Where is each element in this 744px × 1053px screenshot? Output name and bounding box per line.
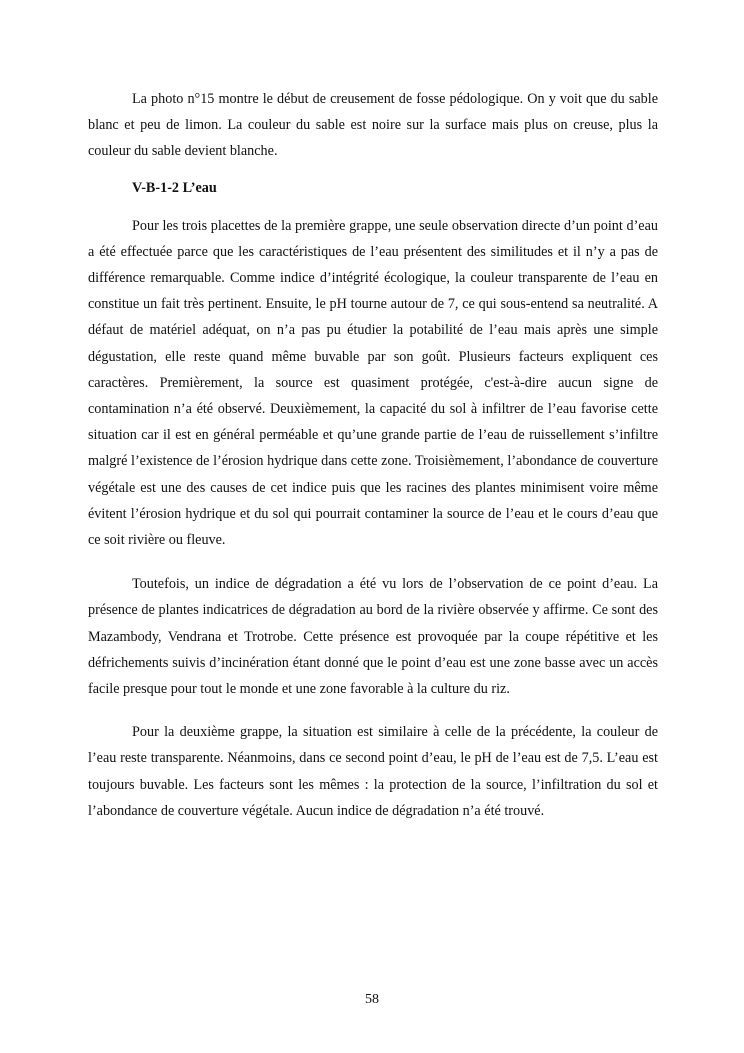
paragraph-soil-photo: La photo n°15 montre le début de creusement de fosse pédologique. On y voit que du sable blanc et peu de limon. La couleur du sable est noire sur la surface mais plus on creuse, plus la couleur du sable devient blanche. [88,91,658,160]
paragraph-first-cluster: Pour les trois placettes de la première grappe, une seule observation directe d’un point d’eau a été effectuée parce que les caractéristiques de l’eau présentent des similitudes et il n’y a pas de différence remarquable. Comme indice d’intégrité écologique, la couleur transparente de l’eau en constitue un fait très pertinent. Ensuite, le pH tourne autour de 7, ce qui sous-entend sa neutralité. A défaut de matériel adéquat, on n’a pas pu étudier la potabilité de l’eau mais après une simple dégustation, elle reste quand même buvable par son goût. Plusieurs facteurs expliquent ces caractères. Premièrement, la source est quasiment protégée, c'est-à-dire aucun signe de contamination n’a été observé. Deuxièmement, la capacité du sol à infiltrer de l’eau favorise cette situation car il est en général perméable et qu’une grande partie de l’eau de ruissellement s’infiltre malgré l’existence de l’érosion hydrique dans cette zone. Troisièmement, l’abondance de couverture végétale est une des causes de cet indice puis que les racines des plantes minimisent voire même évitent l’érosion hydrique et du sol qui pourrait contaminer la source de l’eau et le cours d’eau que ce soit rivière ou fleuve. [88,217,658,549]
paragraph-second-cluster: Pour la deuxième grappe, la situation est similaire à celle de la précédente, la couleur de l’eau reste transparente. Néanmoins, dans ce second point d’eau, le pH de l’eau est de 7,5. L’eau est toujours buvable. Les facteurs sont les mêmes : la protection de la source, l’infiltration du sol et l’abondance de couverture végétale. Aucun indice de dégradation n’a été trouvé. [88,724,658,819]
document-page [88,86,658,824]
section-heading-water: V-B-1-2 L’eau [132,179,217,196]
page-number: 58 [365,992,379,1007]
paragraph-degradation: Toutefois, un indice de dégradation a été vu lors de l’observation de ce point d’eau. La présence de plantes indicatrices de dégradation au bord de la rivière observée y affirme. Ce sont des Mazambody, Vendrana et Trotrobe. Cette présence est provoquée par la coupe répétitive et les défrichements suivis d’incinération étant donné que le point d’eau est une zone basse avec un accès facile presque pour tout le monde et une zone favorable à la culture du riz. [88,576,658,698]
